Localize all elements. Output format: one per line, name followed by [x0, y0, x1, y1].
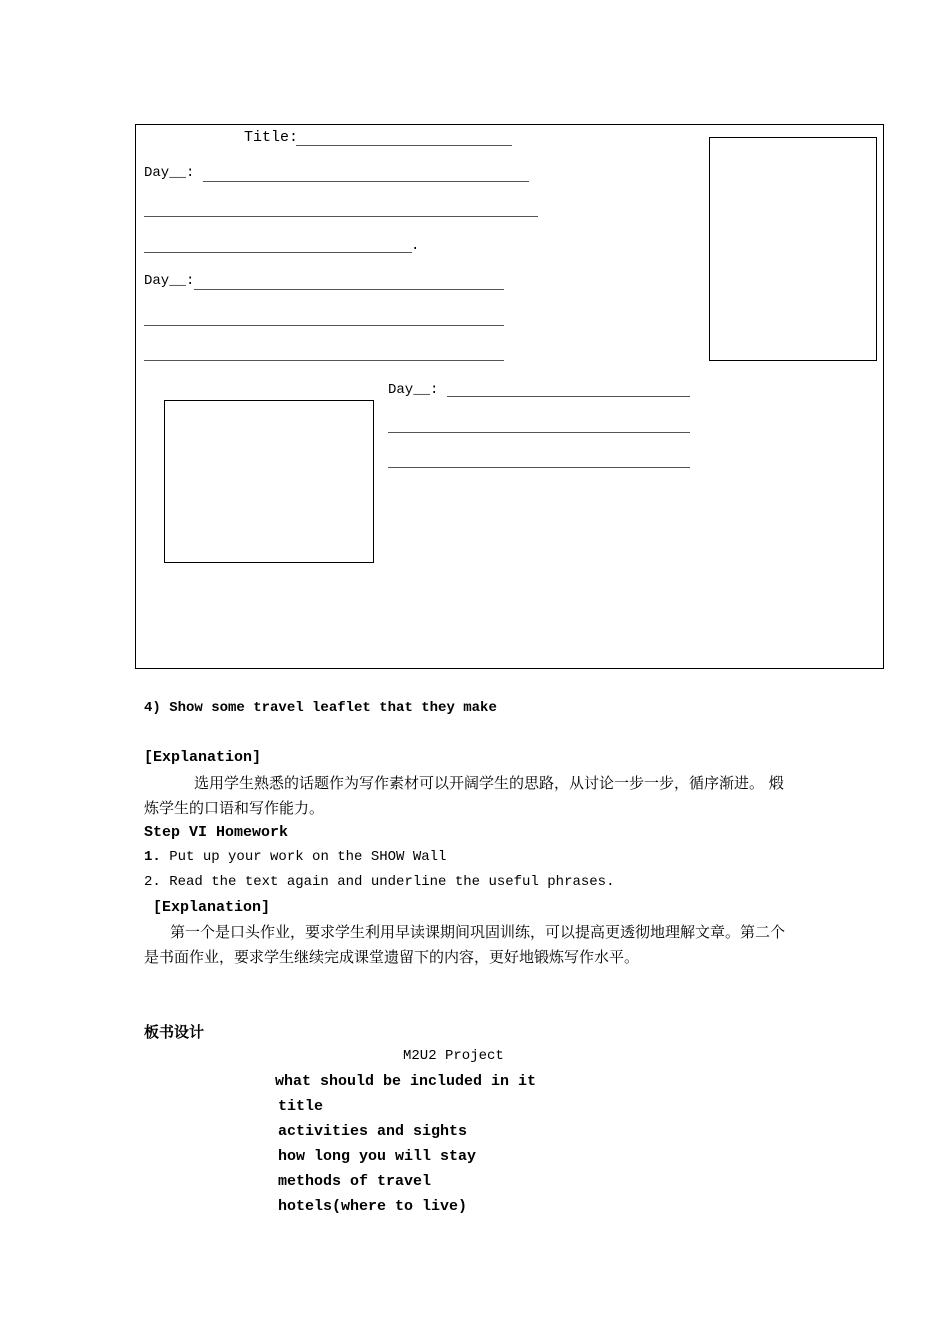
picture-placeholder-left — [164, 400, 374, 563]
board-item: hotels(where to live) — [278, 1198, 468, 1215]
step4-text: 4) Show some travel leaflet that they make — [144, 700, 497, 716]
explanation2-heading: [Explanation] — [153, 899, 271, 916]
title-blank-line — [296, 145, 512, 146]
homework-item-2: 2. Read the text again and underline the useful phrases. — [144, 874, 615, 890]
homework-item-1-text: Put up your work on the SHOW Wall — [160, 849, 447, 865]
board-item: how long you will stay — [278, 1148, 477, 1165]
explanation1-line1: 选用学生熟悉的话题作为写作素材可以开阔学生的思路，从讨论一步一步，循序渐进。 煅 — [194, 774, 784, 792]
board-item: activities and sights — [278, 1123, 468, 1140]
day2-blank-line-3 — [144, 360, 504, 361]
explanation1-heading: [Explanation] — [144, 749, 262, 766]
explanation1-line2: 炼学生的口语和写作能力。 — [144, 799, 325, 817]
leaflet-title-label: Title: — [244, 129, 299, 146]
day3-blank-line-2 — [388, 432, 690, 433]
board-item: what should be included in it — [275, 1073, 537, 1090]
board-item: title — [278, 1098, 324, 1115]
homework-item-1-number: 1. — [144, 849, 161, 865]
board-item: methods of travel — [278, 1173, 432, 1190]
homework-item-1 — [144, 849, 446, 865]
day1-blank-line-2 — [144, 216, 538, 217]
explanation2-line1: 第一个是口头作业，要求学生利用早读课期间巩固训练，可以提高更透彻地理解文章。第二个 — [170, 923, 786, 941]
step6-heading: Step VI Homework — [144, 824, 289, 841]
day1-blank-line-1 — [203, 181, 529, 182]
day1-blank-line-3 — [144, 252, 412, 253]
board-design-heading: 板书设计 — [144, 1023, 205, 1041]
day3-blank-line-3 — [388, 467, 690, 468]
picture-placeholder-right — [709, 137, 877, 361]
day2-blank-line-1 — [194, 289, 504, 290]
day3-blank-line-1 — [447, 396, 690, 397]
board-title: M2U2 Project — [403, 1048, 504, 1064]
day3-label: Day__: — [388, 382, 439, 398]
day1-period: . — [411, 238, 420, 254]
day2-label: Day__: — [144, 273, 195, 289]
explanation2-line2: 是书面作业，要求学生继续完成课堂遗留下的内容，更好地锻炼写作水平。 — [144, 948, 640, 966]
day1-label: Day__: — [144, 165, 195, 181]
day2-blank-line-2 — [144, 325, 504, 326]
